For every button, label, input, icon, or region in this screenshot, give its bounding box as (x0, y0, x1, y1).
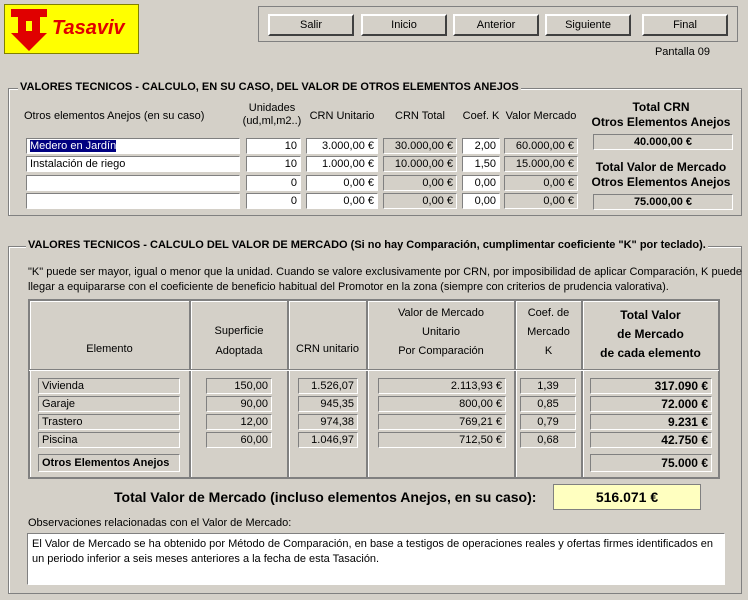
section2-title: VALORES TECNICOS - CALCULO DEL VALOR DE MERCADO (Si no hay Comparación, cumplimentar coeficiente "K" por teclado). (28, 239, 706, 251)
otros-anejos-total: 75.000 € (590, 454, 712, 472)
total-crn-label: Total CRN Otros Elementos Anejos (591, 100, 731, 129)
observaciones-label: Observaciones relacionadas con el Valor de Mercado: (28, 517, 292, 529)
logo-house-icon (11, 9, 47, 51)
superficie-value: 150,00 (206, 378, 272, 394)
col-header-elementos: Otros elementos Anejos (en su caso) (24, 110, 205, 122)
anejo-valor-mercado: 60.000,00 € (504, 138, 578, 154)
anejo-elemento-field[interactable] (26, 193, 240, 209)
vm-comparacion-value: 800,00 € (378, 396, 506, 412)
app-logo (4, 4, 139, 54)
anejo-unidades-field[interactable]: 0 (246, 175, 301, 191)
coef-k-value: 1,39 (520, 378, 576, 394)
crn-unitario-value: 1.526,07 (298, 378, 358, 394)
anejo-crn-unitario-field[interactable]: 3.000,00 € (306, 138, 378, 154)
anejo-crn-unitario-field[interactable]: 0,00 € (306, 193, 378, 209)
total-crn-value: 40.000,00 € (593, 134, 733, 150)
final-button[interactable]: Final (642, 14, 728, 36)
elemento-label: Piscina (38, 432, 180, 448)
col-header-total-valor: Total Valor de Mercado de cada elemento (600, 308, 701, 360)
anejo-coef-k-field[interactable]: 0,00 (462, 175, 500, 191)
crn-unitario-value: 1.046,97 (298, 432, 358, 448)
col-header-elemento: Elemento (86, 343, 133, 355)
vm-comparacion-value: 769,21 € (378, 414, 506, 430)
col-header-crn-unitario: CRN unitario (296, 343, 359, 355)
anejo-elemento-field[interactable] (26, 175, 240, 191)
col-header-valor-mercado: Valor Mercado (505, 110, 577, 122)
k-note: "K" puede ser mayor, igual o menor que la unidad. Cuando se valore exclusivamente por CRN, por imposibilidad de aplicar Comparación, K puede llegar a equipararse con el coeficiente de beneficio habitual del Promotor en la zona (siempre con criterios de prudencia valorativa). (28, 266, 743, 293)
anejo-coef-k-field[interactable]: 0,00 (462, 193, 500, 209)
vm-comparacion-value: 2.113,93 € (378, 378, 506, 394)
anejo-valor-mercado: 0,00 € (504, 193, 578, 209)
siguiente-button[interactable]: Siguiente (545, 14, 631, 36)
total-vm-anejos-label: Total Valor de Mercado Otros Elementos Anejos (591, 160, 731, 189)
anejo-valor-mercado: 15.000,00 € (504, 156, 578, 172)
coef-k-value: 0,68 (520, 432, 576, 448)
salir-button[interactable]: Salir (268, 14, 354, 36)
col-header-crn-total: CRN Total (395, 110, 445, 122)
elemento-label: Trastero (38, 414, 180, 430)
coef-k-value: 0,85 (520, 396, 576, 412)
anejo-crn-unitario-field[interactable]: 0,00 € (306, 175, 378, 191)
anejo-elemento-field[interactable]: Instalación de riego (26, 156, 240, 172)
superficie-value: 60,00 (206, 432, 272, 448)
anejo-crn-unitario-field[interactable]: 1.000,00 € (306, 156, 378, 172)
inicio-button[interactable]: Inicio (361, 14, 447, 36)
elemento-label: Garaje (38, 396, 180, 412)
table-header-divider (29, 369, 719, 371)
otros-anejos-label: Otros Elementos Anejos (38, 454, 180, 472)
col-header-unidades: Unidades (ud,ml,m2..) (242, 102, 302, 127)
total-elemento-value: 72.000 € (590, 396, 712, 412)
col-header-coef-k: Coef. K (462, 110, 500, 122)
anejo-crn-total: 30.000,00 € (383, 138, 457, 154)
anejo-coef-k-field[interactable]: 1,50 (462, 156, 500, 172)
anejo-valor-mercado: 0,00 € (504, 175, 578, 191)
observaciones-textarea[interactable]: El Valor de Mercado se ha obtenido por Método de Comparación, en base a testigos de operaciones reales y ofertas firmes identificados en un periodo inferior a seis meses anteriores a la fecha de esta Tasación. (27, 533, 725, 585)
col-header-vm-comparacion: Valor de Mercado Unitario Por Comparación (397, 307, 484, 357)
superficie-value: 12,00 (206, 414, 272, 430)
col-header-superficie: Superficie Adoptada (214, 325, 264, 357)
total-elemento-value: 42.750 € (590, 432, 712, 448)
grand-total-value: 516.071 € (553, 484, 701, 510)
anterior-button[interactable]: Anterior (453, 14, 539, 36)
screen-number: Pantalla 09 (654, 46, 710, 58)
coef-k-value: 0,79 (520, 414, 576, 430)
superficie-value: 90,00 (206, 396, 272, 412)
anejo-crn-total: 0,00 € (383, 193, 457, 209)
vm-comparacion-value: 712,50 € (378, 432, 506, 448)
anejo-unidades-field[interactable]: 10 (246, 138, 301, 154)
anejo-coef-k-field[interactable]: 2,00 (462, 138, 500, 154)
crn-unitario-value: 974,38 (298, 414, 358, 430)
crn-unitario-value: 945,35 (298, 396, 358, 412)
total-vm-anejos-value: 75.000,00 € (593, 194, 733, 210)
section1-title: VALORES TECNICOS - CALCULO, EN SU CASO, DEL VALOR DE OTROS ELEMENTOS ANEJOS (20, 81, 519, 93)
col-header-coef-mercado: Coef. de Mercado K (527, 307, 570, 357)
logo-text: Tasaviv (52, 17, 125, 39)
total-elemento-value: 9.231 € (590, 414, 712, 430)
anejo-crn-total: 0,00 € (383, 175, 457, 191)
grand-total-label: Total Valor de Mercado (incluso elementos Anejos, en su caso): (114, 489, 537, 505)
anejo-elemento-field[interactable]: Medero en Jardín (26, 138, 240, 154)
col-header-crn-unitario: CRN Unitario (309, 110, 375, 122)
anejo-unidades-field[interactable]: 0 (246, 193, 301, 209)
elemento-label: Vivienda (38, 378, 180, 394)
anejo-unidades-field[interactable]: 10 (246, 156, 301, 172)
total-elemento-value: 317.090 € (590, 378, 712, 394)
anejo-crn-total: 10.000,00 € (383, 156, 457, 172)
